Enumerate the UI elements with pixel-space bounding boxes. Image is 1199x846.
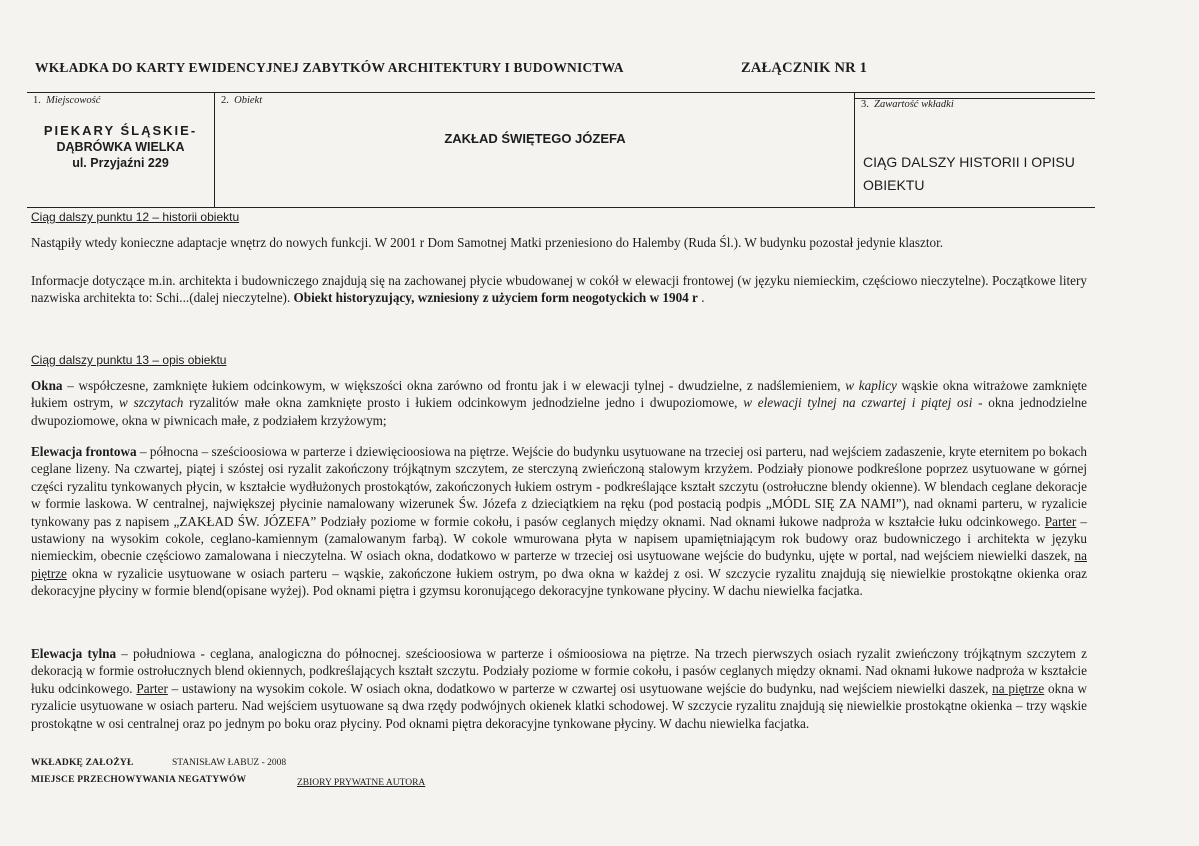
history-paragraph-2: Informacje dotyczące m.in. architekta i budowniczego znajdują się na zachowanej płycie wbudowanej w cokół w elewacji frontowej (w języku niemieckim, częściowo nieczytelne). Początkowe litery nazwiska architekta to: Schi...(dalej nieczytelne). Obiekt historyzujący, wzniesiony z użyciem form neogotyckich w 1904 r .	[31, 273, 1087, 306]
place-line-3: ul. Przyjaźni 229	[72, 156, 169, 170]
windows-description: Okna – współczesne, zamknięte łukiem odcinkowym, w większości okna zarówno od frontu jak i w elewacji tylnej - dwudzielne, z nadślemieniem, w kaplicy wąskie okna witrażowe zamknięte łukiem ostrym, w szczytach ryzalitów małe okna zamknięte prosto i łukiem odcinkowym jednodzielne jedno i dwupoziomowe, w elewacji tylnej na czwartej i piątej osi - okna jednodzielne dwupoziomowe, okna w piwnicach małe, z podziałem krzyżowym;	[31, 378, 1087, 428]
object-name: ZAKŁAD ŚWIĘTEGO JÓZEFA	[444, 131, 626, 146]
place-label: Miejscowość	[46, 95, 101, 106]
object-label: Obiekt	[234, 95, 263, 106]
content-value: CIĄG DALSZY HISTORII I OPISU OBIEKTU	[863, 154, 1075, 193]
place-cell	[27, 93, 214, 207]
rear-elevation-description: Elewacja tylna – południowa - ceglana, analogiczna do północnej. sześcioosiowa w parterze i ośmioosiowa na piętrze. Na trzech pierwszych osiach ryzalit zwieńczony trójkątnym szczytem z dekoracją w formie ostrołucznych blend okiennych, podkreślających kształt szczytu. Podziały poziome w formie cokołu, i pasów ceglanych między oknami. Nad oknami łukowe nadproża w kształcie łuku odcinkowego. Parter – ustawiony na wysokim cokole. W osiach okna, dodatkowo w parterze w czwartej osi usytuowane wejście do budynku, nad wejściem niewielki daszek, na piętrze okna w ryzalicie usytuowane w osiach parteru. Nad wejściem usytuowane są dwa rzędy podwójnych okienek klatki schodowej. W szczycie ryzalitu znajdują się niewielkie prostokątne okienka – trzy wąskie prostokątne w osi centralnej oraz po jednym po boku oraz płyciny. Pod oknami piętra dekoracyjne tynkowane płyciny. W dachu niewielka facjatka.	[31, 646, 1087, 731]
history-paragraph-1: Nastąpiły wtedy konieczne adaptacje wnętrz do nowych funkcji. W 2001 r Dom Samotnej Matki przeniesiono do Halemby (Ruda Śl.). W budynku pozostał jedynie klasztor.	[31, 235, 944, 250]
header-table	[27, 92, 1095, 208]
annex-number: ZAŁĄCZNIK NR 1	[741, 60, 868, 76]
history-summary: Obiekt historyzujący, wzniesiony z użyciem form neogotyckich w 1904 r	[293, 290, 698, 306]
rear-elevation-label: Elewacja tylna	[31, 646, 117, 661]
storage-label: MIEJSCE PRZECHOWYWANIA NEGATYWÓW	[31, 775, 247, 785]
author-label: WKŁADKĘ ZAŁOŻYŁ	[31, 758, 134, 768]
windows-label: Okna	[31, 378, 63, 393]
content-label: Zawartość wkładki	[874, 99, 954, 110]
document-title: WKŁADKA DO KARTY EWIDENCYJNEJ ZABYTKÓW ARCHITEKTURY I BUDOWNICTWA	[35, 60, 624, 75]
storage-value: ZBIORY PRYWATNE AUTORA	[297, 778, 426, 788]
object-cell	[214, 93, 855, 207]
document-header	[35, 60, 1135, 76]
place-line-2: DĄBRÓWKA WIELKA	[56, 140, 185, 154]
content-label-number: 3.	[861, 99, 869, 110]
place-label-number: 1.	[33, 95, 41, 106]
section-13-title: Ciąg dalszy punktu 13 – opis obiektu	[31, 353, 227, 367]
content-cell	[854, 93, 1095, 207]
object-label-number: 2.	[221, 95, 229, 106]
place-line-1: PIEKARY ŚLĄSKIE-	[43, 123, 198, 138]
place-value	[27, 123, 214, 171]
section-12-title: Ciąg dalszy punktu 12 – historii obiektu	[31, 210, 240, 224]
front-elevation-label: Elewacja frontowa	[31, 444, 137, 459]
author-value: STANISŁAW ŁABUZ - 2008	[172, 758, 287, 768]
front-elevation-description: Elewacja frontowa – północna – sześcioosiowa w parterze i dziewięcioosiowa na piętrze. Wejście do budynku usytuowane na trzeciej osi parteru, nad wejściem zadaszenie, kryte eternitem po bokach ceglane lizeny. Na czwartej, piątej i szóstej osi ryzalit zakończony trójkątnym szczytem, ze sterczyną zwieńczoną stalowym krzyżem. Podziały pionowe podkreślone poprzez usytuowane w górnej części ryzalitu tynkowanych płycin, w kształcie wydłużonych prostokątów, zakończonych łukiem ostrym - podkreślające kształt szczytu (ostrołuczne blendy okienne). W blendach ceglane dekoracje w formie laskowa. W centralnej, największej płycinie namalowany wizerunek Św. Józefa z dzieciątkiem na ręku (pod postacią podpis „MÓDL SIĘ ZA NAMI”), nad oknami parteru, w ryzalicie tynkowany pas z napisem „ZAKŁAD ŚW. JÓZEFA” Podziały poziome w formie cokołu, i pasów ceglanych między oknami. Nad oknami łukowe nadproża w kształcie łuku odcinkowego. Parter – ustawiony na wysokim cokole, ceglano-kamiennym (zamalowanym farbą). W cokole wmurowana płyta w napisem upamiętniającym rok budowy oraz budowniczego i architekta w języku niemieckim, obecnie częściowo zamalowana i nieczytelna. W osiach okna, dodatkowo w parterze w trzeciej osi usytuowane wejście do budynku, ujęte w portal, nad wejściem niewielki daszek, na piętrze okna w ryzalicie usytuowane w osiach parteru – wąskie, zakończone łukiem ostrym, po dwa okna w każdej z osi. W szczycie ryzalitu znajdują się niewielkie prostokątne okienka oraz dekoracyjne płyciny w formie blend(opisane wyżej). Pod oknami piętra i gzymsu koronującego dekoracyjne tynkowane płyciny. W dachu niewielka facjatka.	[31, 444, 1088, 599]
